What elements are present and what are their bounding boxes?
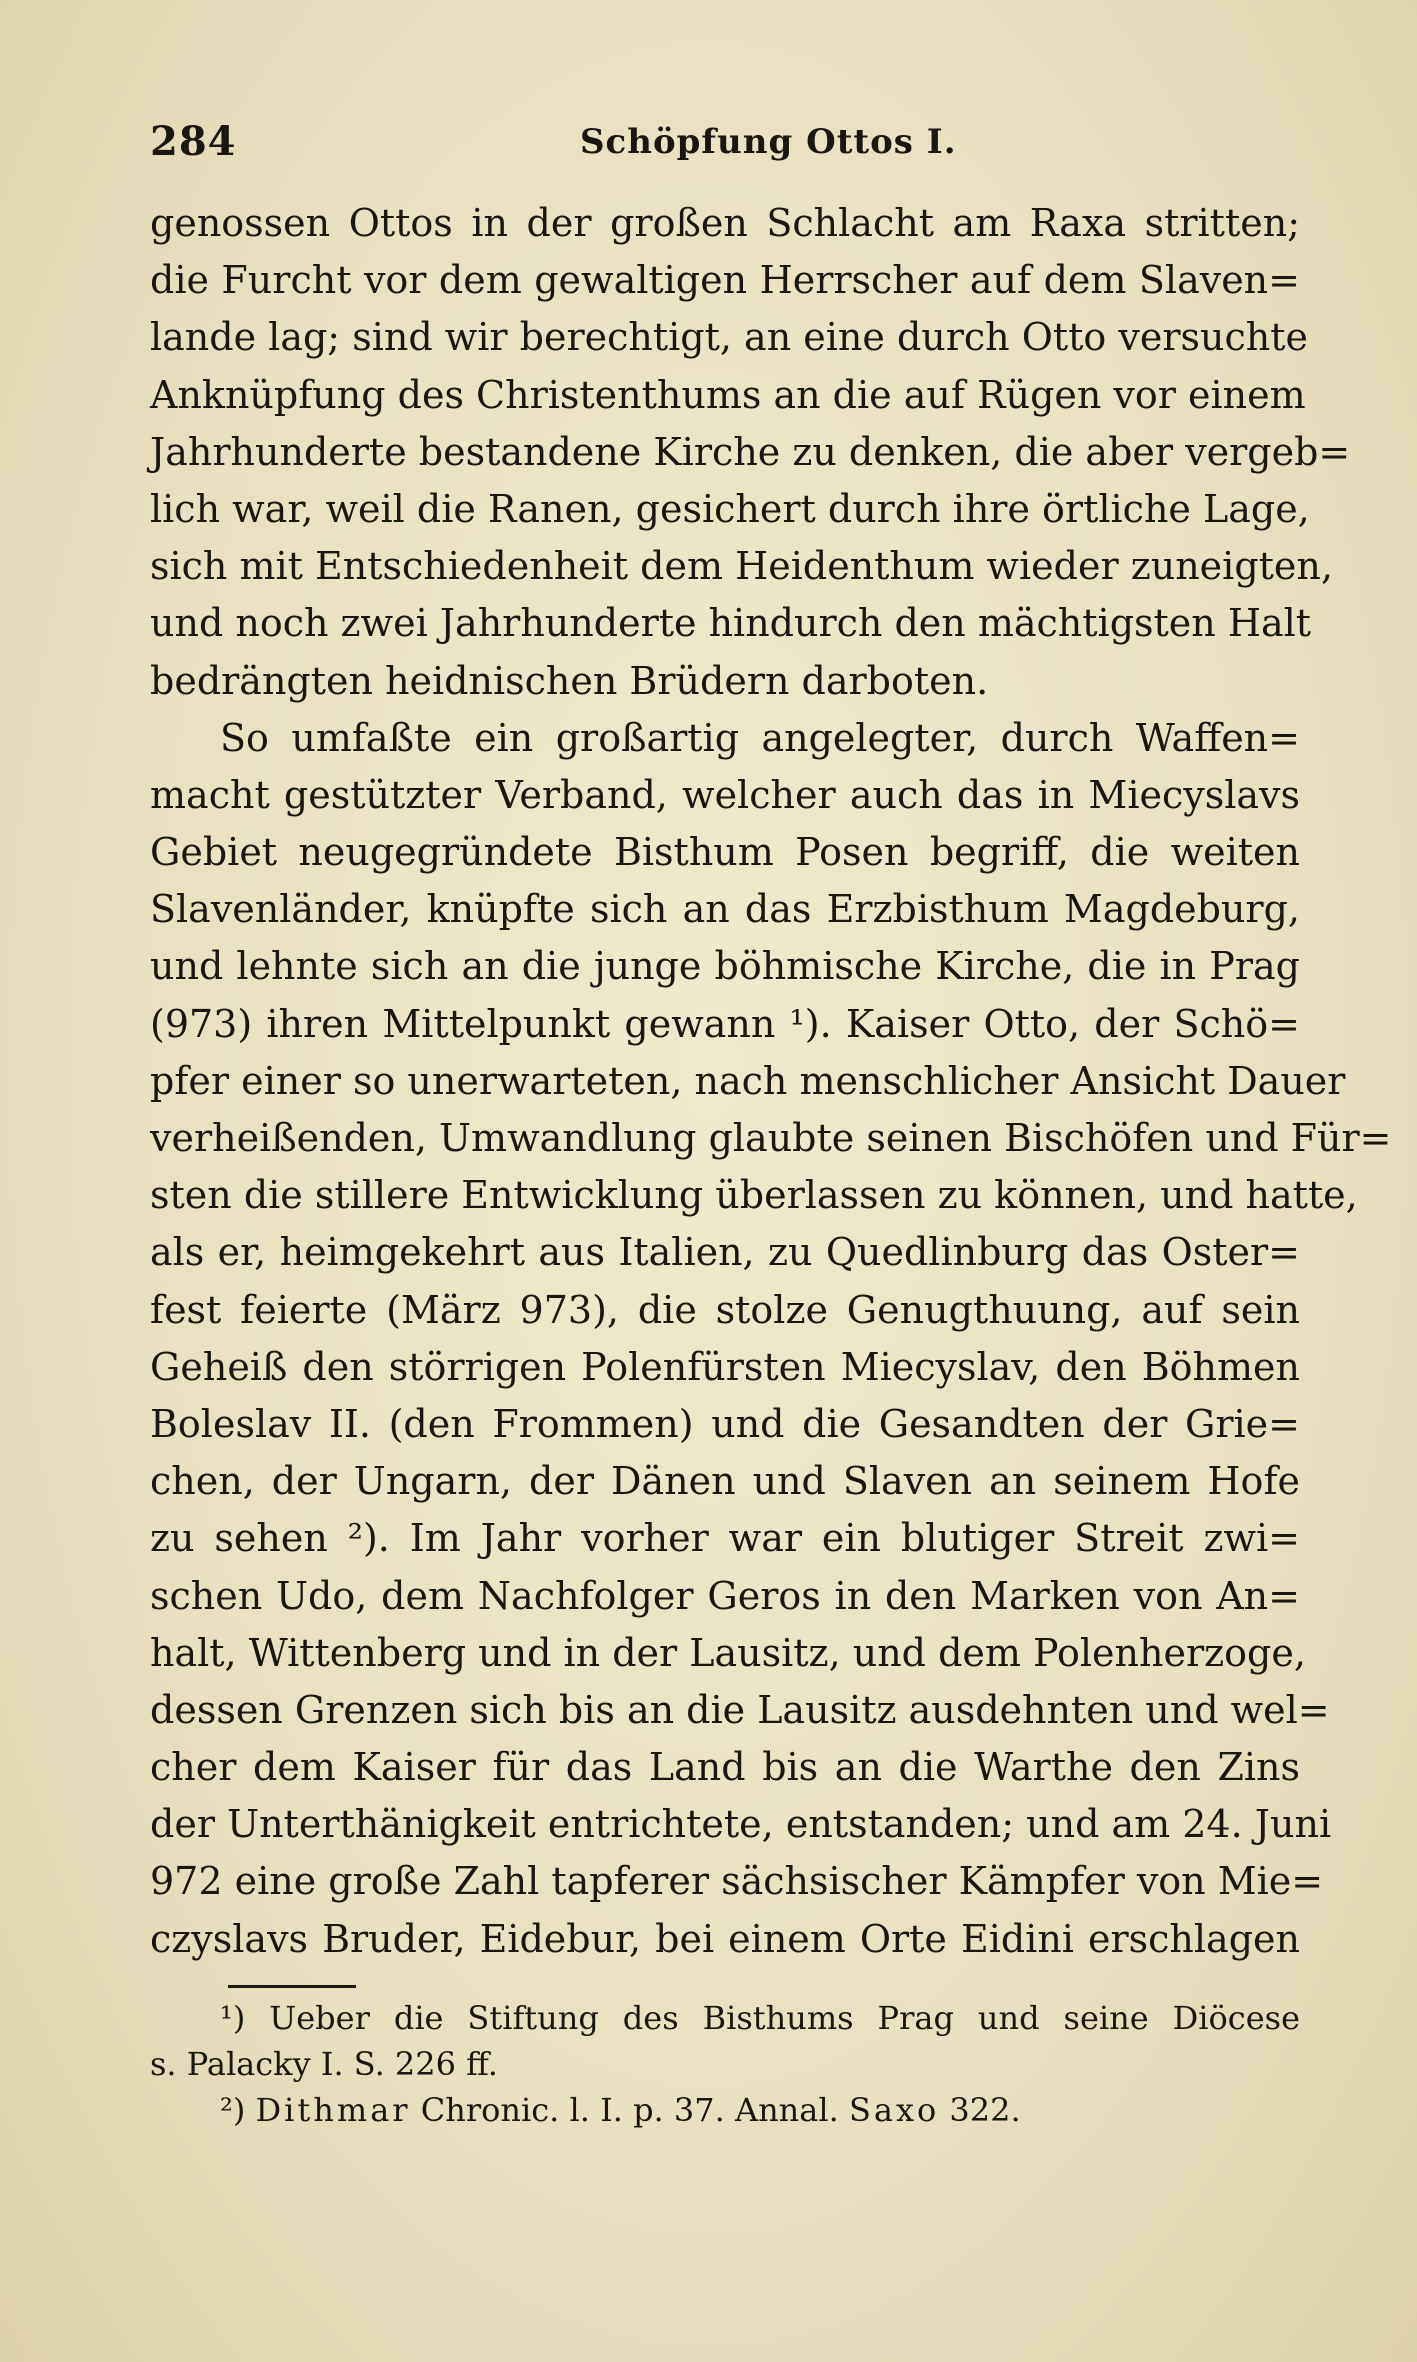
- text-line: Geheiß den störrigen Polenfürsten Miecyslav, den Böhmen: [150, 1344, 1300, 1389]
- text-line: bedrängten heidnischen Brüdern darboten.: [150, 658, 989, 703]
- footnote-2-saxo: Saxo: [848, 2091, 940, 2129]
- footnote-2: [150, 2087, 1300, 2133]
- text-line: chen, der Ungarn, der Dänen und Slaven an seinem Hofe: [150, 1459, 1300, 1504]
- footnote-2-marker: ²): [220, 2091, 256, 2129]
- footnote-1-line-1: ¹) Ueber die Stiftung des Bisthums Prag und seine Diöcese: [220, 1999, 1300, 2037]
- text-line: fest feierte (März 973), die stolze Genugthuung, auf sein: [150, 1287, 1300, 1332]
- footnote-1-line-2: s. Palacky I. S. 226 ff.: [150, 2045, 498, 2083]
- text-line: schen Udo, dem Nachfolger Geros in den Marken von An=: [150, 1573, 1300, 1618]
- text-line: Jahrhunderte bestandene Kirche zu denken, die aber vergeb=: [150, 429, 1351, 474]
- running-title: Schöpfung Ottos I.: [580, 122, 957, 162]
- text-line: Slavenländer, knüpfte sich an das Erzbisthum Magdeburg,: [150, 887, 1300, 932]
- text-line: halt, Wittenberg und in der Lausitz, und dem Polenherzoge,: [150, 1630, 1306, 1675]
- text-line: die Furcht vor dem gewaltigen Herrscher auf dem Slaven=: [150, 258, 1300, 303]
- text-line: (973) ihren Mittelpunkt gewann ¹). Kaiser Otto, der Schö=: [150, 1001, 1300, 1046]
- text-line: macht gestützter Verband, welcher auch das in Miecyslavs: [150, 772, 1300, 817]
- text-line: als er, heimgekehrt aus Italien, zu Quedlinburg das Oster=: [150, 1230, 1300, 1275]
- text-line: sich mit Entschiedenheit dem Heidenthum wieder zuneigten,: [150, 544, 1333, 589]
- text-line: und lehnte sich an die junge böhmische Kirche, die in Prag: [150, 944, 1300, 989]
- text-line: Anknüpfung des Christenthums an die auf Rügen vor einem: [150, 372, 1306, 417]
- footnote-2-page: 322.: [939, 2091, 1021, 2129]
- text-line: zu sehen ²). Im Jahr vorher war ein blutiger Streit zwi=: [150, 1516, 1300, 1561]
- paragraph-start-line: So umfaßte ein großartig angelegter, durch Waffen=: [220, 715, 1300, 760]
- body-text: [150, 195, 1392, 1968]
- text-line: der Unterthänigkeit entrichtete, entstanden; und am 24. Juni: [150, 1802, 1332, 1847]
- text-line: lich war, weil die Ranen, gesichert durch ihre örtliche Lage,: [150, 486, 1310, 531]
- text-line: verheißenden, Umwandlung glaubte seinen Bischöfen und Für=: [150, 1116, 1392, 1160]
- footnotes: [150, 1995, 1300, 2133]
- text-line: genossen Ottos in der großen Schlacht am Raxa stritten;: [150, 201, 1300, 245]
- footnote-2-source: Chronic. l. I. p. 37. Annal.: [410, 2091, 849, 2129]
- text-line: czyslavs Bruder, Eidebur, bei einem Orte Eidini erschlagen: [150, 1916, 1300, 1961]
- footnote-2-author: Dithmar: [255, 2091, 411, 2129]
- text-line: cher dem Kaiser für das Land bis an die Warthe den Zins: [150, 1745, 1300, 1790]
- page-header: [140, 118, 1320, 178]
- text-line: Boleslav II. (den Frommen) und die Gesandten der Grie=: [150, 1401, 1300, 1446]
- footnote-rule: [228, 1985, 356, 1988]
- text-line: und noch zwei Jahrhunderte hindurch den mächtigsten Halt: [150, 601, 1312, 646]
- text-line: Gebiet neugegründete Bisthum Posen begriff, die weiten: [150, 830, 1300, 875]
- text-line: pfer einer so unerwarteten, nach menschlicher Ansicht Dauer: [150, 1058, 1346, 1103]
- page-number: 284: [150, 118, 237, 165]
- text-line: lande lag; sind wir berechtigt, an eine durch Otto versuchte: [150, 315, 1308, 360]
- text-line: sten die stillere Entwicklung überlassen zu können, und hatte,: [150, 1173, 1358, 1218]
- text-line: 972 eine große Zahl tapferer sächsischer Kämpfer von Mie=: [150, 1859, 1324, 1904]
- text-line: dessen Grenzen sich bis an die Lausitz ausdehnten und wel=: [150, 1687, 1330, 1732]
